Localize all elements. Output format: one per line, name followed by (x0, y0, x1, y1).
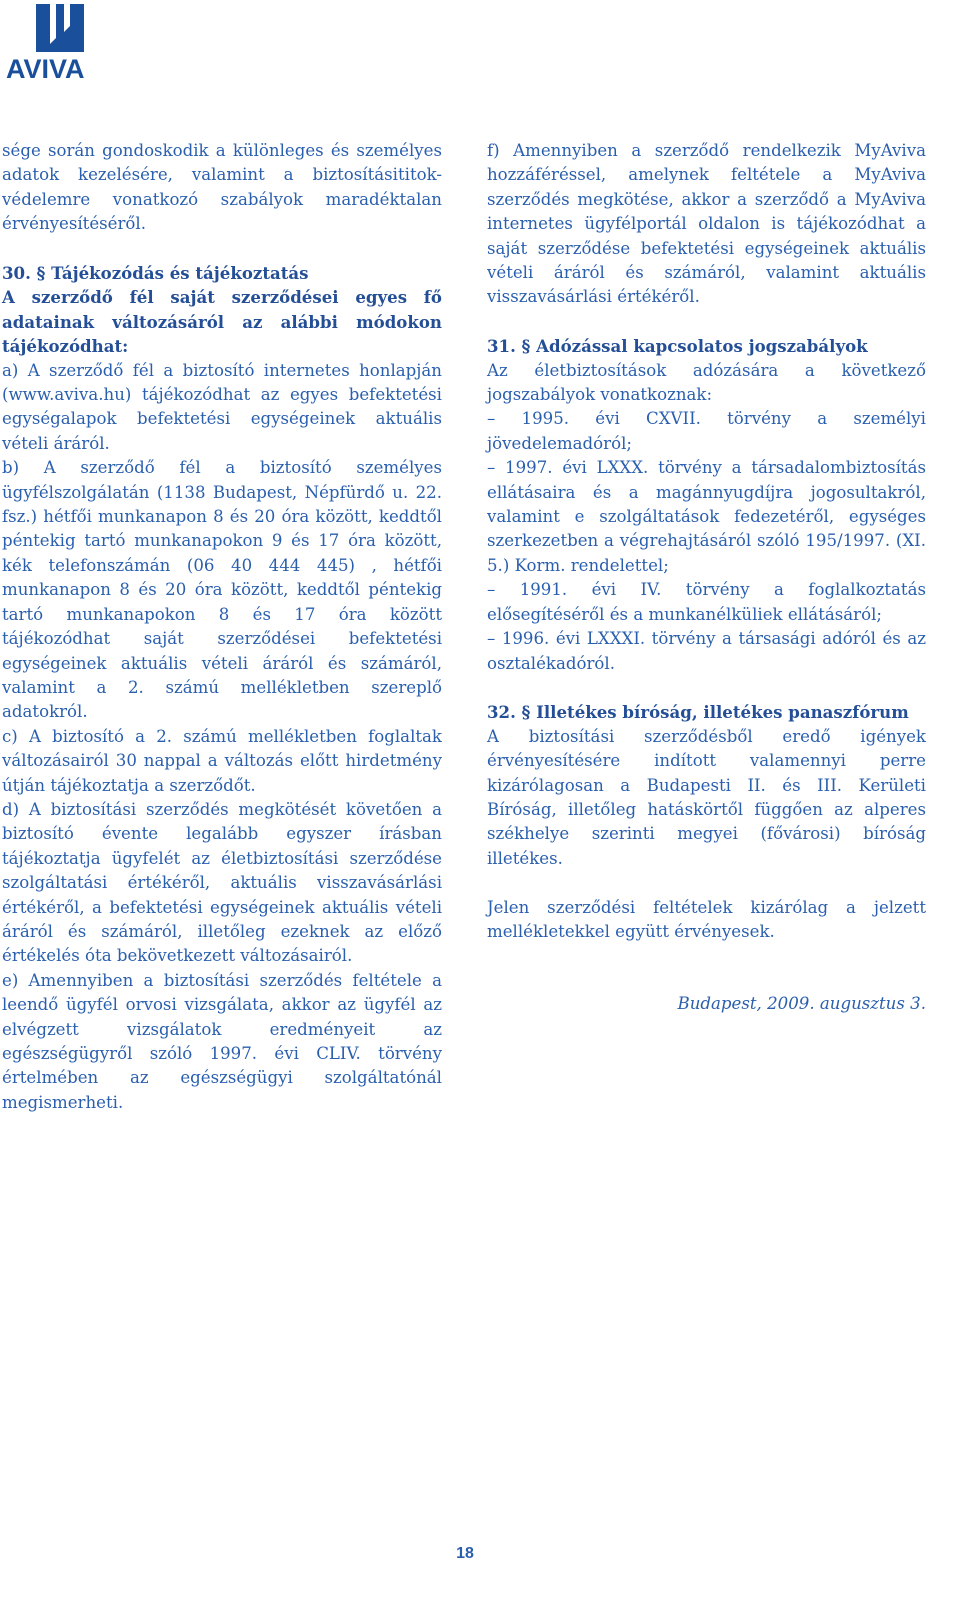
section-30-subtitle: A szerződő fél saját szerződései egyes fő adatainak változásáról az alábbi módokon tájékozódhat: (2, 287, 442, 357)
intro-paragraph: sége során gondoskodik a különleges és személyes adatok kezelésére, valamint a biztosításititok-védelemre vonatkozó szabályok maradéktalan érvényesítéséről. (2, 141, 442, 234)
law-item-4: – 1996. évi LXXXI. törvény a társasági adóról és az osztalékadóról. (487, 629, 926, 673)
item-e: e) Amennyiben a biztosítási szerződés feltétele a leendő ügyfél orvosi vizsgálata, akkor az ügyfél az elvégzett vizsgálatok eredményeit az egészségügyről szóló 1997. évi CLIV. törvény értelmében az egészségügyi szolgáltatónál megismerheti. (2, 970, 442, 1112)
item-f: f) Amennyiben a szerződő rendelkezik MyAviva hozzáféréssel, amelynek feltétele a MyAviva szerződés megkötése, akkor a szerződő a MyAviva internetes ügyfélportál oldalon is tájékozódhat a saját szerződése befektetési egységeinek aktuális vételi áráról és számáról, valamint aktuális visszavásárlási értékéről. (487, 141, 926, 307)
page-number: 18 (456, 1545, 474, 1562)
aviva-logo (6, 4, 110, 82)
section-30-title: 30. § Tájékozódás és tájékoztatás (2, 263, 309, 284)
section-32-body: A biztosítási szerződésből eredő igények érvényesítésére indított valamennyi perre kizárólagosan a Budapesti II. és III. Kerületi Bíróság, illetőleg hatáskörtől függően az alperes székhelye szerinti megyei (fővárosi) bíróság illetékes. (487, 726, 926, 868)
signature-date: Budapest, 2009. augusztus 3. (677, 994, 926, 1014)
aviva-logo-mark-icon (36, 4, 84, 52)
section-31-intro: Az életbiztosítások adózására a következő jogszabályok vonatkoznak: (487, 360, 926, 405)
law-item-2: – 1997. évi LXXX. törvény a társadalombiztosítás ellátásaira és a magánnyugdíjra jogosultakról, valamint e szolgáltatások fedezetéről, egységes szerkezetben a végrehajtásáról szóló 195/1997. (XI. 5.) Korm. rendelettel; (487, 458, 926, 575)
closing-statement: Jelen szerződési feltételek kizárólag a jelzett mellékletekkel együtt érvényesek. (487, 897, 926, 941)
left-column (2, 139, 442, 1115)
item-c: c) A biztosító a 2. számú mellékletben foglaltak változásairól 30 nappal a változás előtt hirdetmény útján tájékoztatja a szerződőt. (2, 726, 442, 795)
item-a: a) A szerződő fél a biztosító internetes honlapján (www.aviva.hu) tájékozódhat az egyes befektetési egységalapok befektetési egységeinek aktuális vételi áráról. (2, 360, 442, 453)
law-item-1: – 1995. évi CXVII. törvény a személyi jövedelemadóról; (487, 409, 926, 453)
item-b: b) A szerződő fél a biztosító személyes ügyfélszolgálatán (1138 Budapest, Népfürdő u. 22. fsz.) hétfői munkanapon 8 és 20 óra között, keddtől péntekig tartó munkanapokon 9 és 17 óra között, kék telefonszámán (06 40 444 445) , hétfői munkanapon 8 és 20 óra között, keddtől péntekig tartó munkanapokon 8 és 17 óra között tájékozódhat saját szerződései befektetési egységeinek aktuális vételi áráról és számáról, valamint a 2. számú mellékletben szereplő adatokról. (2, 458, 442, 722)
item-d: d) A biztosítási szerződés megkötését követően a biztosító évente legalább egyszer írásban tájékoztatja ügyfelét az életbiztosítási szerződése szolgáltatási értékéről, aktuális visszavásárlási értékéről, a befektetési egységeinek aktuális vételi áráról és számáról, illetőleg ezeknek az előző értékelés óta bekövetkezett változásairól. (2, 799, 442, 966)
section-31-title: 31. § Adózással kapcsolatos jogszabályok (487, 336, 868, 357)
aviva-logo-wordmark: AVIVA (6, 54, 85, 84)
right-column (487, 139, 926, 1017)
section-32-title: 32. § Illetékes bíróság, illetékes panaszfórum (487, 702, 909, 723)
law-item-3: – 1991. évi IV. törvény a foglalkoztatás elősegítéséről és a munkanélküliek ellátásáról; (487, 580, 926, 624)
